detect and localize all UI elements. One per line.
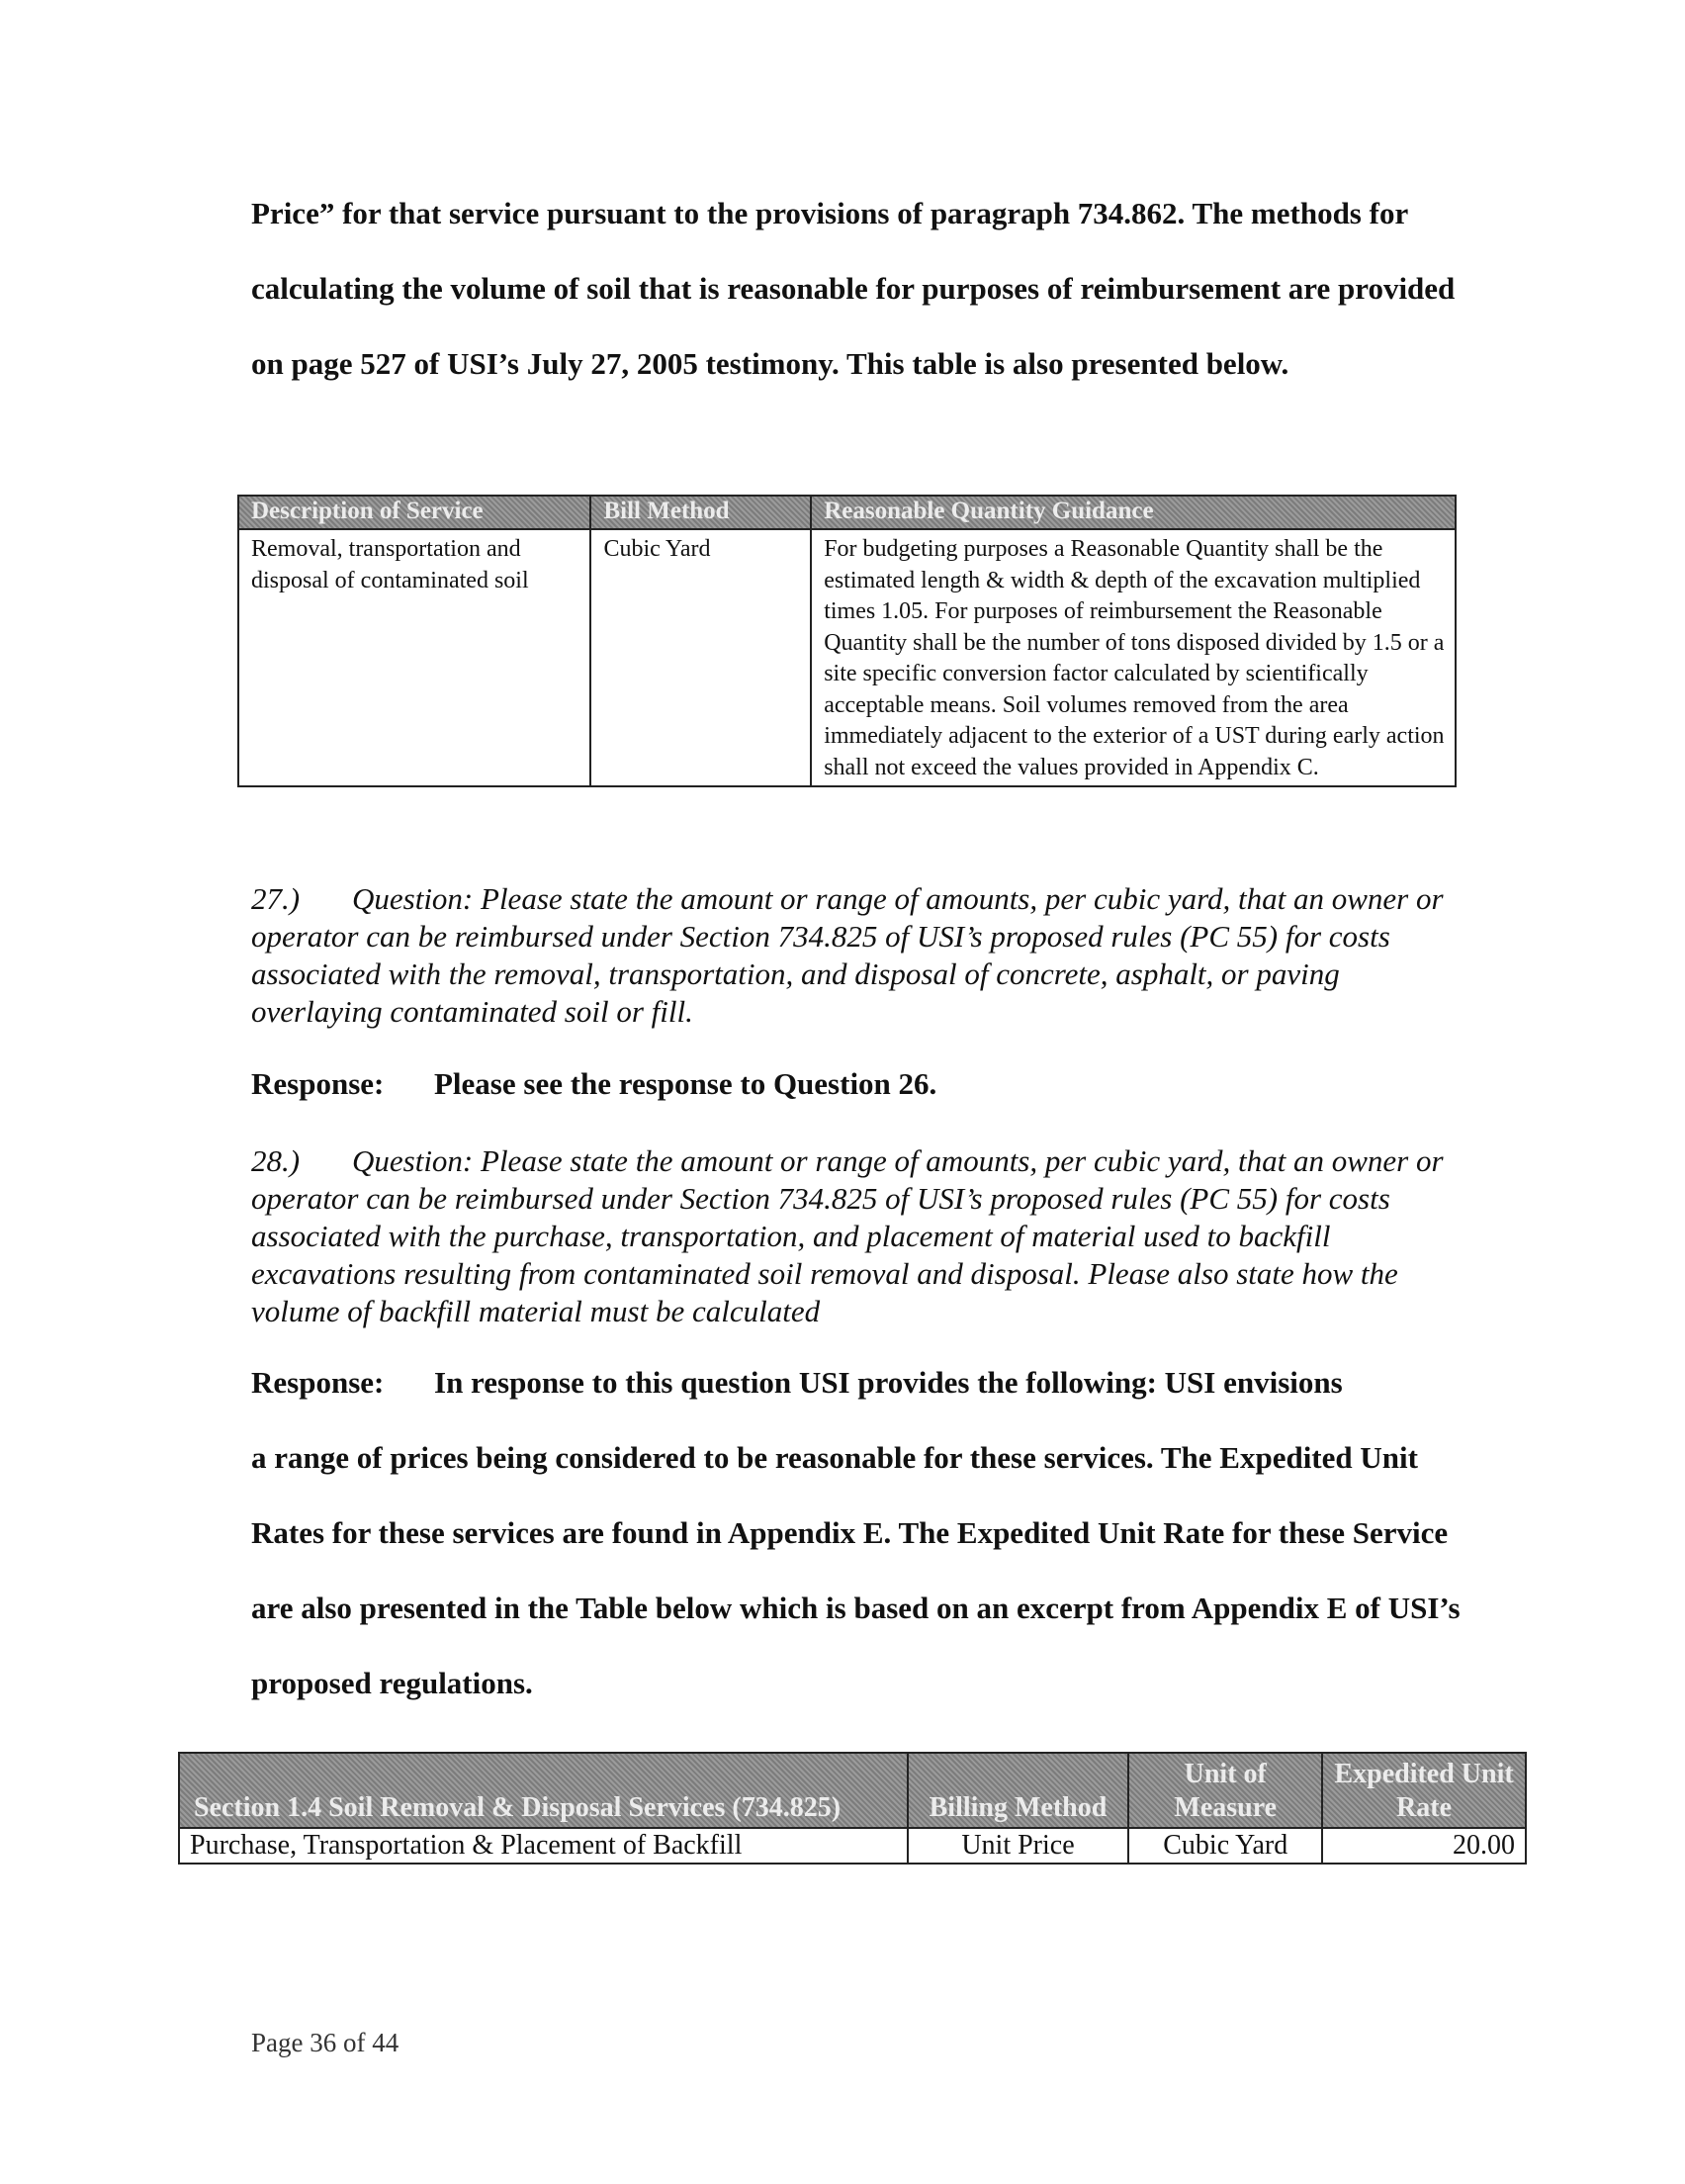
expedited-unit-rate-table — [178, 1752, 1527, 1865]
header-billing-method: Billing Method — [908, 1753, 1129, 1828]
intro-paragraph: Price” for that service pursuant to the provisions of paragraph 734.862. The methods for calculating the volume of soil that is reasonable for purposes of reimbursement are provided on page 527 of USI’s July 27, 2005 testimony. This table is also presented below. — [251, 196, 1456, 381]
question-number: 27.) — [251, 881, 301, 916]
header-bill-method: Bill Method — [590, 496, 811, 529]
table-header-row — [238, 496, 1456, 529]
header-description-of-service: Description of Service — [238, 496, 590, 529]
question-number: 28.) — [251, 1143, 301, 1178]
header-section: Section 1.4 Soil Removal & Disposal Services (734.825) — [179, 1753, 908, 1828]
response-label: Response: — [251, 1066, 385, 1101]
question-text: Question: Please state the amount or range of amounts, per cubic yard, that an owner or operator can be reimbursed under Section 734.825 of USI’s proposed rules (PC 55) for costs associated with the purchase, transportation, and placement of material used to backfill excavations resulting from contaminated soil removal and disposal. Please also state how the volume of backfill material must be calculated — [251, 1143, 1444, 1328]
cell-billing-method: Unit Price — [908, 1828, 1129, 1864]
cell-description: Removal, transportation and disposal of contaminated soil — [238, 529, 590, 786]
table-row — [179, 1828, 1526, 1864]
cell-guidance: For budgeting purposes a Reasonable Quantity shall be the estimated length & width & depth of the excavation multiplied times 1.05. For purposes of reimbursement the Reasonable Quantity shall be the number of tons disposed divided by 1.5 or a site specific conversion factor calculated by scientifically acceptable means. Soil volumes removed from the area immediately adjacent to the exterior of a UST during early action shall not exceed the values provided in Appendix C. — [811, 529, 1456, 786]
question-28 — [251, 1142, 1467, 1330]
header-expedited-unit-rate: Expedited Unit Rate — [1322, 1753, 1526, 1828]
response-28-continued: a range of prices being considered to be reasonable for these services. The Expedited Unit Rates for these services are found in Appendix E. The Expedited Unit Rate for these Service are also presented in the Table below which is based on an excerpt from Appendix E of USI’s proposed regulations. — [251, 1440, 1461, 1700]
cell-rate: 20.00 — [1322, 1828, 1526, 1864]
response-text: In response to this question USI provides the following: USI envisions — [434, 1365, 1343, 1400]
cell-bill-method: Cubic Yard — [590, 529, 811, 786]
page-number: Page 36 of 44 — [251, 2028, 399, 2057]
response-text: Please see the response to Question 26. — [434, 1066, 937, 1101]
cell-unit-of-measure: Cubic Yard — [1128, 1828, 1322, 1864]
reasonable-quantity-table — [237, 495, 1457, 787]
response-28-first-line — [251, 1365, 1343, 1401]
header-unit-of-measure: Unit of Measure — [1128, 1753, 1322, 1828]
response-label: Response: — [251, 1365, 385, 1400]
cell-service: Purchase, Transportation & Placement of Backfill — [179, 1828, 908, 1864]
question-27 — [251, 880, 1467, 1031]
table-row — [238, 529, 1456, 786]
response-27 — [251, 1066, 936, 1102]
header-reasonable-quantity-guidance: Reasonable Quantity Guidance — [811, 496, 1456, 529]
question-text: Question: Please state the amount or range of amounts, per cubic yard, that an owner or operator can be reimbursed under Section 734.825 of USI’s proposed rules (PC 55) for costs associated with the removal, transportation, and disposal of concrete, asphalt, or paving overlaying contaminated soil or fill. — [251, 881, 1444, 1029]
table-header-row — [179, 1753, 1526, 1828]
